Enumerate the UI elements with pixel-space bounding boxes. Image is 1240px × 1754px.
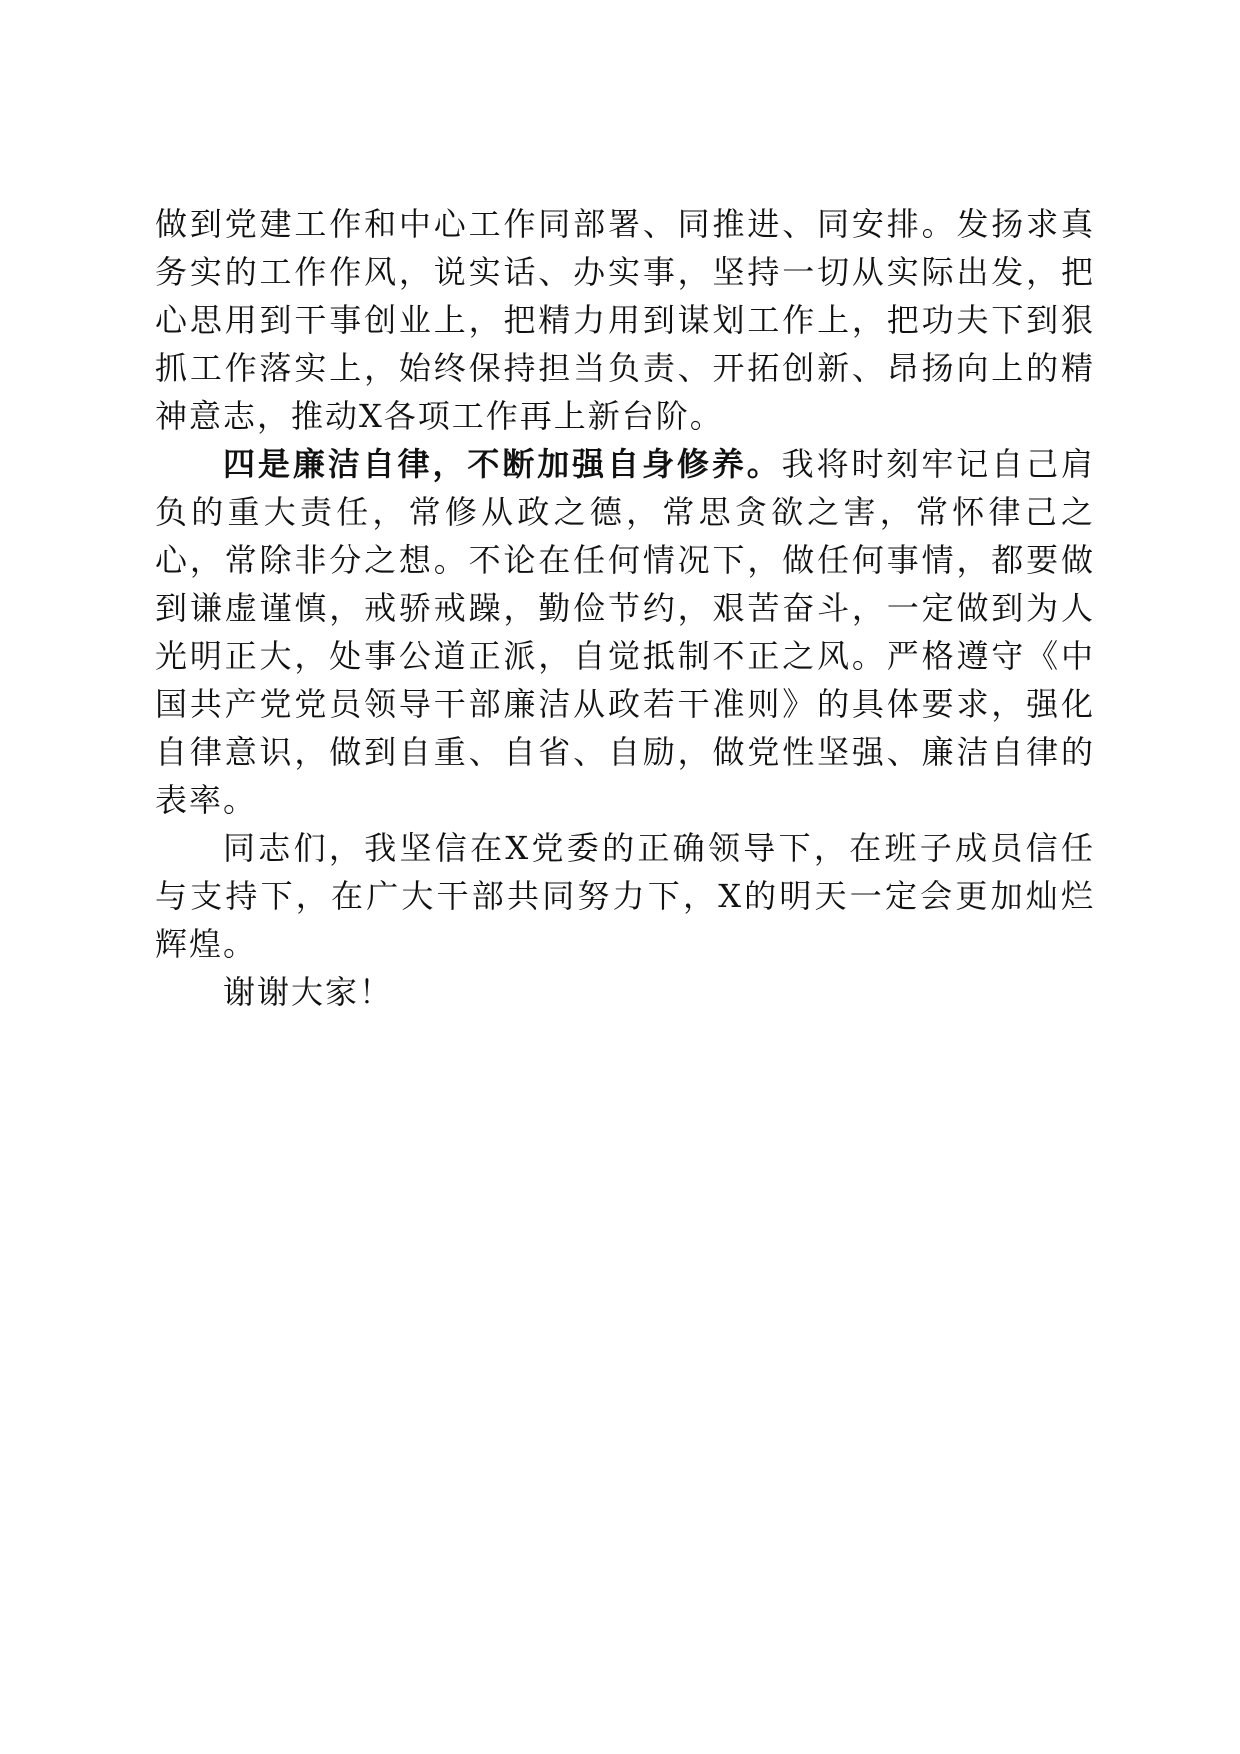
paragraph-integrity <box>155 440 1095 824</box>
closing-thanks: 谢谢大家！ <box>223 973 394 1011</box>
paragraph-lead-heading: 四是廉洁自律，不断加强自身修养。 <box>223 445 782 483</box>
paragraph-conclusion: 同志们，我坚信在X党委的正确领导下，在班子成员信任与支持下，在广大干部共同努力下，X的明天一定会更加灿烂辉煌。 <box>155 829 1095 963</box>
paragraph-body: 我将时刻牢记自己肩负的重大责任，常修从政之德，常思贪欲之害，常怀律己之心，常除非分之想。不论在任何情况下，做任何事情，都要做到谦虚谨慎，戒骄戒躁，勤俭节约，艰苦奋斗，一定做到为人光明正大，处事公道正派，自觉抵制不正之风。严格遵守《中国共产党党员领导干部廉洁从政若干准则》的具体要求，强化自律意识，做到自重、自省、自励，做党性坚强、廉洁自律的表率。 <box>155 445 1095 819</box>
document-page <box>155 200 1095 1016</box>
paragraph-continuation: 做到党建工作和中心工作同部署、同推进、同安排。发扬求真务实的工作作风，说实话、办实事，坚持一切从实际出发，把心思用到干事创业上，把精力用到谋划工作上，把功夫下到狠抓工作落实上，始终保持担当负责、开拓创新、昂扬向上的精神意志，推动X各项工作再上新台阶。 <box>155 205 1095 435</box>
